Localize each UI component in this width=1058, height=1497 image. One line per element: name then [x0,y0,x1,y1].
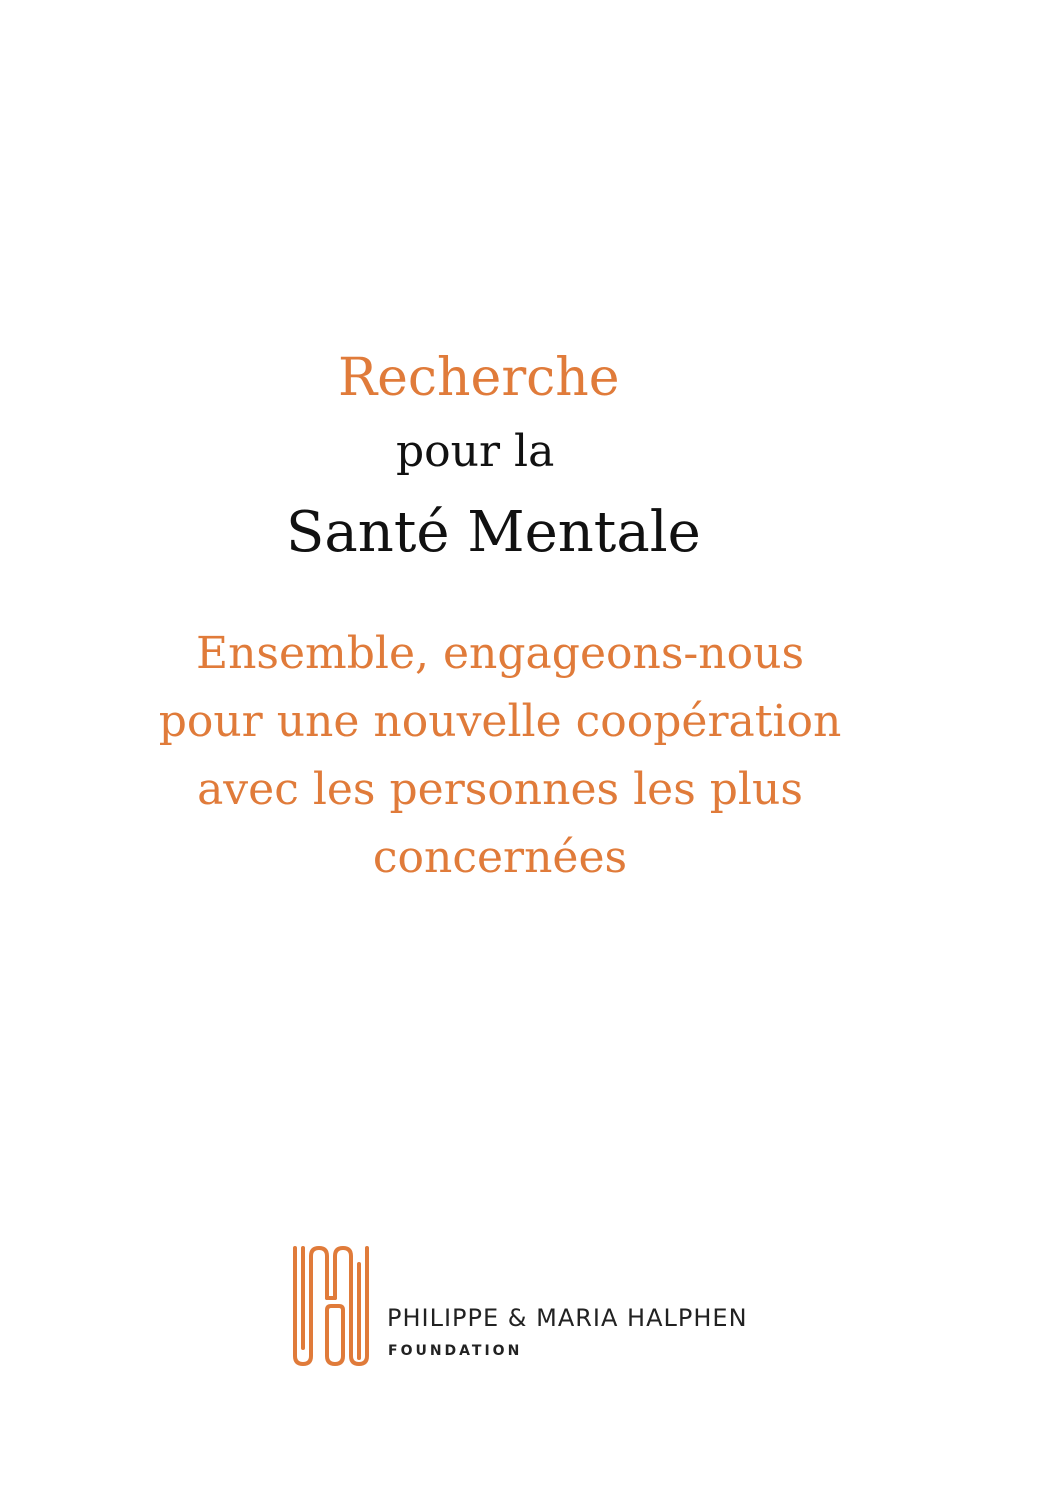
foundation-subname: FOUNDATION [388,1343,523,1359]
subtitle [0,620,1000,892]
subtitle-line-3: avec les personnes les plus [197,764,803,815]
subtitle-line-1: Ensemble, engageons-nous [195,628,805,679]
title-pour-la: pour la [396,426,555,477]
halphen-h-monogram-icon [291,1246,371,1366]
subtitle-line-2: pour une nouvelle coopération [158,696,842,747]
subtitle-line-4: concernées [372,832,628,883]
title-sante-mentale: Santé Mentale [286,500,701,565]
foundation-name: PHILIPPE & MARIA HALPHEN [387,1304,748,1332]
title-recherche: Recherche [338,348,620,408]
foundation-logo [291,1246,751,1370]
